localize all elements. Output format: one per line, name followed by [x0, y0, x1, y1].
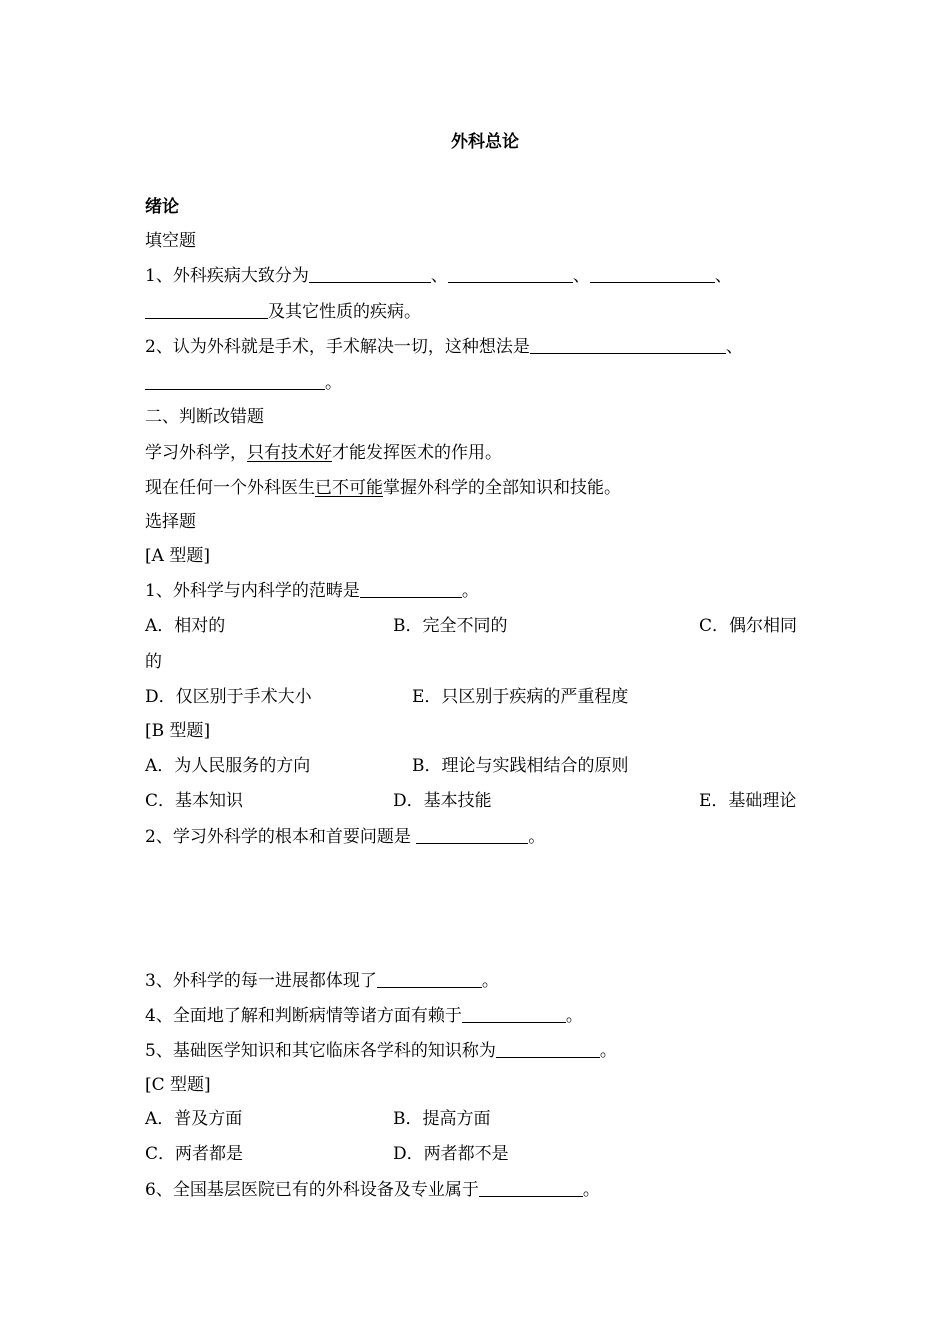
c-question-6 — [145, 1179, 600, 1201]
question-1-cont — [145, 301, 421, 323]
option-c-wrap: 的 — [145, 652, 162, 672]
b-question-4 — [145, 1005, 583, 1027]
answer-blank — [377, 970, 482, 988]
option-d: D．基本技能 — [393, 791, 492, 811]
answer-blank — [590, 265, 715, 283]
answer-blank — [496, 1040, 600, 1058]
question-2-cont — [145, 372, 342, 394]
period: 。 — [599, 1041, 617, 1061]
b-question-2-text: 2、学习外科学的根本和首要问题是 — [145, 827, 417, 847]
judge-1-pre: 学习外科学， — [145, 443, 247, 463]
separator: 、 — [714, 266, 732, 286]
period: 。 — [528, 827, 546, 847]
judge-heading: 二、判断改错题 — [145, 407, 264, 427]
option-a: A．相对的 — [145, 616, 226, 636]
separator: 、 — [430, 266, 448, 286]
b-question-3-text: 3、外科学的每一进展都体现了 — [145, 971, 377, 991]
option-b: B．完全不同的 — [393, 616, 508, 636]
period: 。 — [461, 581, 479, 601]
answer-blank — [462, 1005, 566, 1023]
option-d: D．两者都不是 — [393, 1144, 509, 1164]
option-a: A．普及方面 — [145, 1109, 243, 1129]
b-question-5 — [145, 1040, 617, 1062]
judge-item-1 — [145, 442, 502, 464]
option-c: C．两者都是 — [145, 1144, 244, 1164]
b-question-2 — [145, 826, 545, 848]
option-c: C．偶尔相同 — [699, 616, 798, 636]
c-question-6-text: 6、全国基层医院已有的外科设备及专业属于 — [145, 1180, 479, 1200]
option-e: E．只区别于疾病的严重程度 — [412, 687, 629, 707]
period: 。 — [582, 1180, 600, 1200]
judge-item-2 — [145, 477, 621, 499]
option-a: A．为人民服务的方向 — [145, 756, 311, 776]
question-2 — [145, 336, 743, 358]
option-e: E．基础理论 — [699, 791, 797, 811]
period: 。 — [481, 971, 499, 991]
a-type-label: [A 型题] — [145, 546, 210, 566]
question-1-end: 及其它性质的疾病。 — [268, 302, 421, 322]
answer-blank — [479, 1179, 583, 1197]
question-2-text: 2、认为外科就是手术，手术解决一切，这种想法是 — [145, 337, 530, 357]
judge-2-post: 掌握外科学的全部知识和技能。 — [383, 478, 621, 498]
choice-heading: 选择题 — [145, 512, 196, 532]
b-question-5-text: 5、基础医学知识和其它临床各学科的知识称为 — [145, 1041, 496, 1061]
answer-blank — [530, 336, 726, 354]
separator: 、 — [725, 337, 743, 357]
answer-blank — [360, 580, 462, 598]
b-type-label: [B 型题] — [145, 721, 211, 741]
b-question-3 — [145, 970, 499, 992]
option-d: D．仅区别于手术大小 — [145, 687, 312, 707]
answer-blank — [416, 826, 528, 844]
b-question-4-text: 4、全面地了解和判断病情等诸方面有赖于 — [145, 1006, 462, 1026]
c-type-label: [C 型题] — [145, 1075, 211, 1095]
fill-heading: 填空题 — [145, 231, 196, 251]
document-title: 外科总论 — [451, 132, 519, 152]
option-b: B．理论与实践相结合的原则 — [412, 756, 629, 776]
a-question-1 — [145, 580, 479, 602]
answer-blank — [309, 265, 431, 283]
period: 。 — [565, 1006, 583, 1026]
judge-1-underlined: 只有技术好 — [247, 443, 332, 463]
section-heading: 绪论 — [145, 197, 179, 217]
answer-blank — [145, 372, 325, 390]
judge-2-pre: 现在任何一个外科医生 — [145, 478, 315, 498]
separator: 、 — [572, 266, 590, 286]
a-question-1-text: 1、外科学与内科学的范畴是 — [145, 581, 360, 601]
option-c: C．基本知识 — [145, 791, 244, 811]
answer-blank — [145, 301, 268, 319]
answer-blank — [448, 265, 573, 283]
judge-2-underlined: 已不可能 — [315, 478, 383, 498]
judge-1-post: 才能发挥医术的作用。 — [332, 443, 502, 463]
option-b: B．提高方面 — [393, 1109, 491, 1129]
question-1 — [145, 265, 732, 287]
question-1-text: 1、外科疾病大致分为 — [145, 266, 309, 286]
question-2-end: 。 — [325, 373, 342, 393]
